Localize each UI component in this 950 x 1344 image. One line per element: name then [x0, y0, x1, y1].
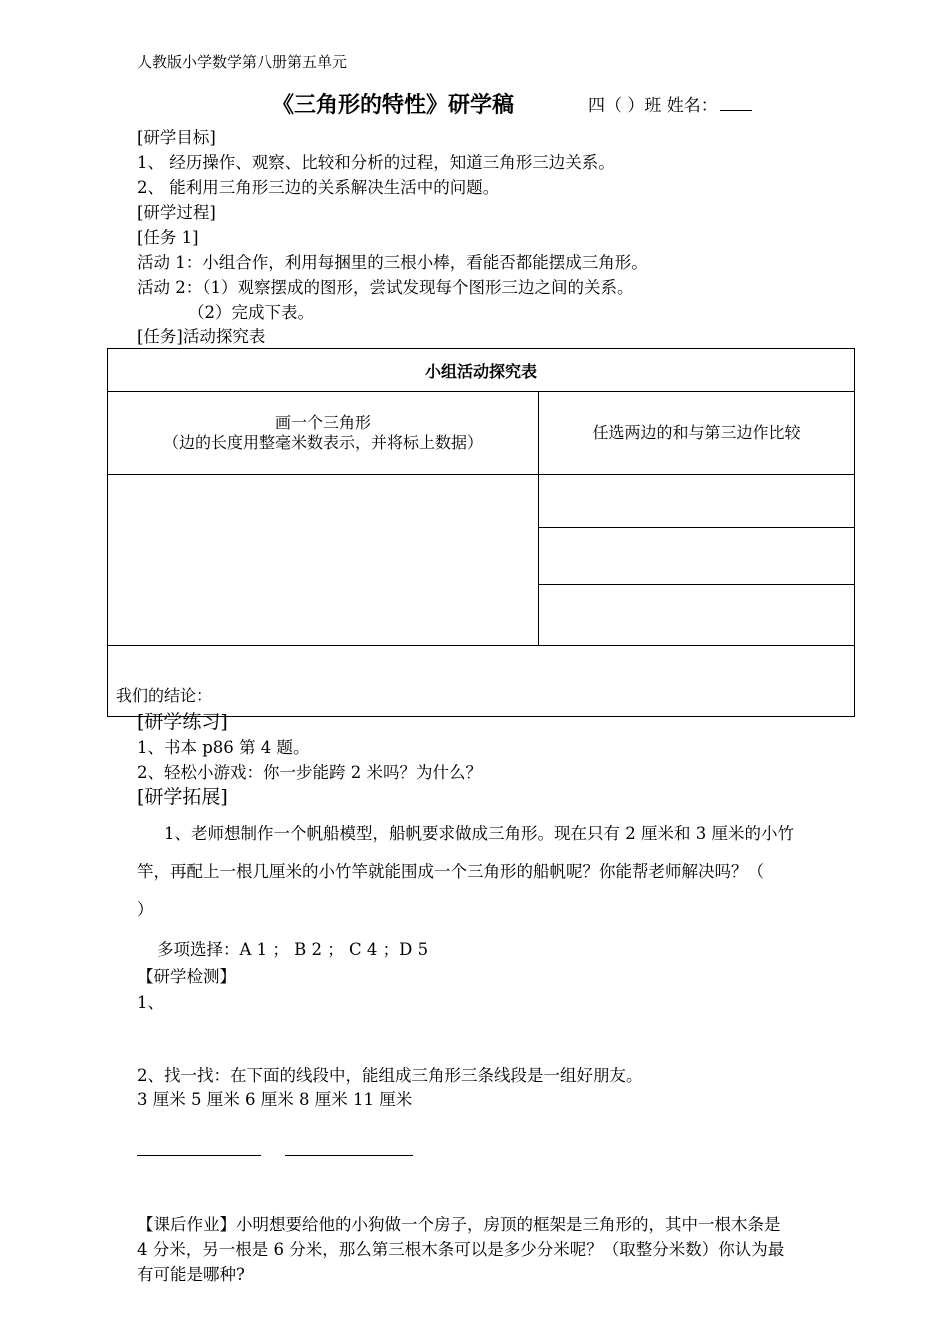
process-heading: [研学过程]: [137, 203, 216, 222]
activity-table: [107, 348, 855, 717]
task-label: [任务 1]: [137, 228, 199, 247]
extend-question: 竿，再配上一根几厘米的小竹竿就能围成一个三角形的船帆呢？你能帮老师解决吗？（: [137, 862, 764, 881]
practice-item: 1、书本 p86 第 4 题。: [137, 738, 310, 757]
homework-text: 4 分米，另一根是 6 分米，那么第三根木条可以是多少分米呢？（取整分米数）你认为最: [137, 1240, 785, 1259]
goals-heading: [研学目标]: [137, 128, 216, 147]
compare-cell[interactable]: [539, 585, 855, 646]
goal-item: 1、 经历操作、观察、比较和分析的过程，知道三角形三边关系。: [137, 153, 615, 172]
homework-text: 有可能是哪种?: [137, 1265, 245, 1284]
segment-lengths: 3 厘米 5 厘米 6 厘米 8 厘米 11 厘米: [137, 1090, 413, 1109]
activity-2-step: （2）完成下表。: [188, 303, 314, 322]
draw-triangle-header: 画一个三角形 （边的长度用整毫米数表示，并将标上数据）: [108, 392, 539, 475]
conclusion-cell[interactable]: 我们的结论：: [108, 646, 855, 717]
name-blank[interactable]: [720, 94, 752, 111]
activity-2: 活动 2：（1）观察摆成的图形，尝试发现每个图形三边之间的关系。: [137, 278, 634, 297]
compare-sides-header: 任选两边的和与第三边作比较: [539, 392, 855, 475]
check-item: 2、找一找：在下面的线段中，能组成三角形三条线段是一组好朋友。: [137, 1066, 643, 1085]
table-title: 小组活动探究表: [108, 349, 855, 392]
answer-blank[interactable]: [137, 1155, 261, 1156]
page-title: 《三角形的特性》研学稿: [272, 93, 515, 118]
compare-cell[interactable]: [539, 475, 855, 528]
check-heading: 【研学检测】: [137, 967, 236, 986]
class-name-field[interactable]: [588, 91, 752, 116]
homework-text: 【课后作业】小明想要给他的小狗做一个房子，房顶的框架是三角形的，其中一根木条是: [137, 1215, 781, 1234]
check-item: 1、: [137, 993, 164, 1012]
multiple-choice: 多项选择：A 1 ； B 2 ； C 4 ；D 5: [157, 940, 429, 959]
practice-item: 2、轻松小游戏：你一步能跨 2 米吗？为什么？: [137, 763, 482, 782]
table-label: [任务]活动探究表: [137, 327, 266, 346]
unit-header: 人教版小学数学第八册第五单元: [137, 53, 348, 71]
class-info-label: 四（ ）班 姓名：: [588, 96, 718, 116]
activity-1: 活动 1：小组合作，利用每捆里的三根小棒，看能否都能摆成三角形。: [137, 253, 648, 272]
extend-question: 1、老师想制作一个帆船模型，船帆要求做成三角形。现在只有 2 厘米和 3 厘米的小竹: [164, 824, 794, 843]
answer-blank[interactable]: [285, 1155, 413, 1156]
extend-question: ）: [137, 900, 154, 919]
compare-cell[interactable]: [539, 528, 855, 585]
extend-heading: [研学拓展]: [137, 786, 228, 808]
draw-area-cell[interactable]: [108, 475, 539, 646]
practice-heading: [研学练习]: [137, 711, 228, 733]
goal-item: 2、 能利用三角形三边的关系解决生活中的问题。: [137, 178, 500, 197]
